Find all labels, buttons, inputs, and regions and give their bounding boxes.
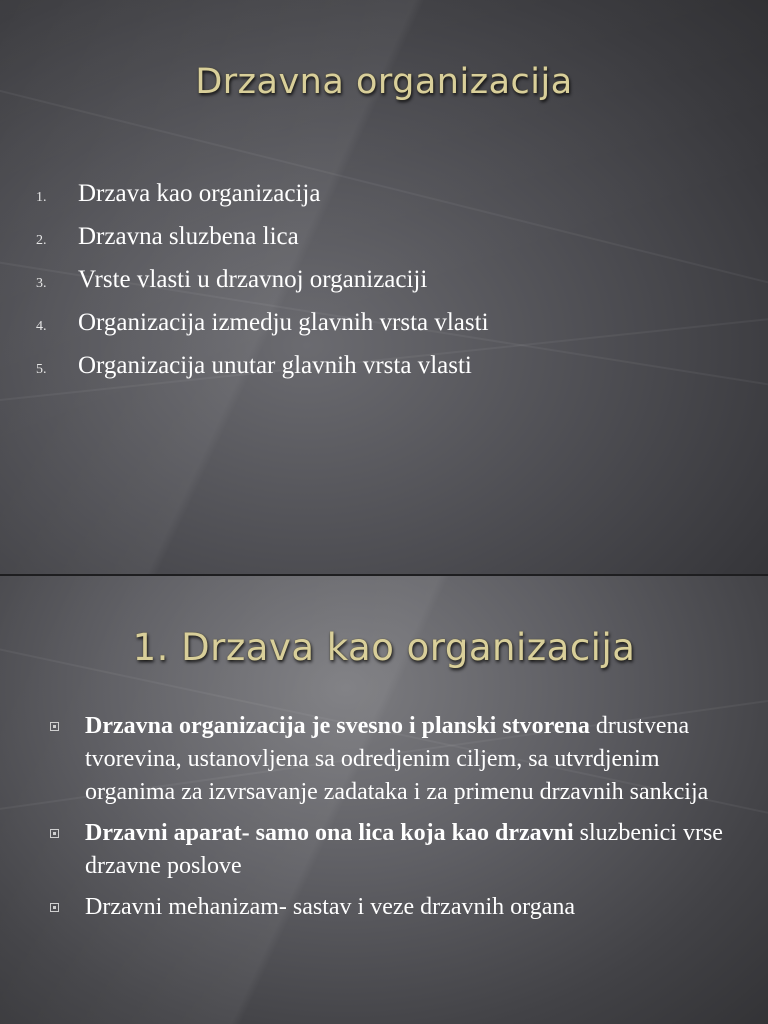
list-item-number: 2. (36, 233, 47, 248)
list-item-text: Drzavna sluzbena lica (78, 223, 299, 250)
bullet-text (85, 710, 740, 809)
slide-title: Drzavna organizacija (195, 62, 573, 102)
bullet-list (50, 710, 740, 932)
list-item (36, 223, 489, 266)
slide-drzava-kao-organizacija (0, 576, 768, 1024)
slide-title: 1. Drzava kao organizacija (132, 626, 636, 669)
bullet-rest-text: Drzavni mehanizam- sastav i veze drzavnih organa (85, 894, 576, 920)
list-item-text: Drzava kao organizacija (78, 180, 321, 207)
list-item (36, 352, 489, 395)
list-item (50, 891, 740, 924)
list-item-number: 5. (36, 362, 47, 377)
list-item-text: Organizacija izmedju glavnih vrsta vlasti (78, 309, 489, 336)
bullet-lead-text: Drzavna organizacija je svesno i planski stvorena (85, 713, 590, 739)
bullet-lead-text: Drzavni aparat- samo ona lica koja kao drzavni (85, 820, 574, 846)
list-item (36, 180, 489, 223)
square-bullet-icon (50, 829, 59, 838)
list-item (36, 309, 489, 352)
agenda-list (36, 180, 489, 395)
list-item (50, 710, 740, 809)
list-item-number: 1. (36, 190, 47, 205)
square-bullet-icon (50, 722, 59, 731)
bullet-text (85, 891, 575, 924)
list-item (50, 817, 740, 883)
list-item (36, 266, 489, 309)
bullet-text (85, 817, 740, 883)
list-item-text: Organizacija unutar glavnih vrsta vlasti (78, 352, 472, 379)
bullet-rest-text: sluzbenici vrse drzavne poslove (85, 820, 723, 879)
list-item-number: 3. (36, 276, 47, 291)
list-item-text: Vrste vlasti u drzavnoj organizaciji (78, 266, 428, 293)
square-bullet-icon (50, 903, 59, 912)
bullet-rest-text: drustvena tvorevina, ustanovljena sa odredjenim ciljem, sa utvrdjenim organima za izvrsavanje zadataka i za primenu drzavnih sankcija (85, 713, 709, 805)
list-item-number: 4. (36, 319, 47, 334)
